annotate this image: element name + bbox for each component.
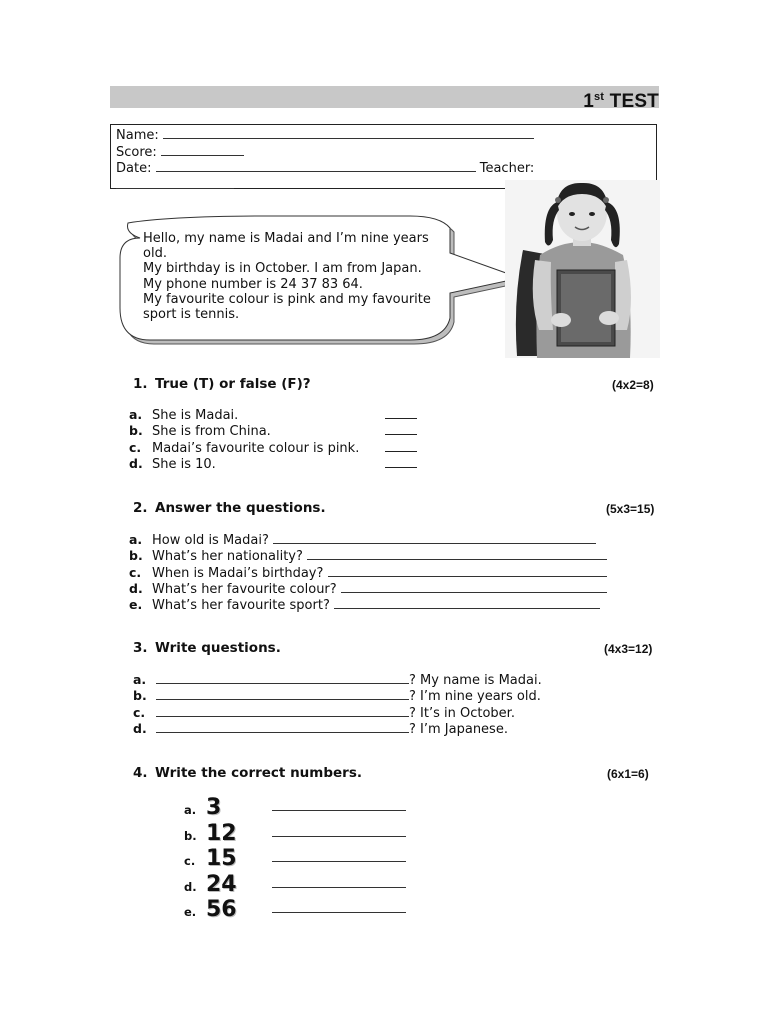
list-item: c. Madai’s favourite colour is pink. bbox=[129, 440, 417, 456]
number-value: 24 bbox=[206, 871, 237, 897]
section-4-heading: 4. Write the correct numbers. bbox=[133, 765, 363, 781]
number-value: 15 bbox=[206, 846, 237, 872]
number-value: 3 bbox=[206, 795, 222, 820]
list-item: b. She is from China. bbox=[129, 423, 417, 439]
section-4-list bbox=[184, 795, 406, 923]
section-2-list bbox=[129, 532, 607, 613]
speech-line: My birthday is in October. I am from Japan. bbox=[143, 261, 422, 277]
list-item: d. What’s her favourite colour? bbox=[129, 581, 607, 597]
list-item: c. When is Madai’s birthday? bbox=[129, 565, 607, 581]
list-item: a. 3 bbox=[184, 795, 406, 821]
list-item: b. ? I’m nine years old. bbox=[133, 688, 541, 705]
score-label: Score: bbox=[116, 144, 157, 160]
teacher-label: Teacher: bbox=[479, 161, 535, 176]
speech-line: Hello, my name is Madai and I’m nine years old. bbox=[143, 231, 429, 262]
list-item: d. ? I’m Japanese. bbox=[133, 720, 508, 737]
speech-line: My phone number is 24 37 83 64. bbox=[143, 276, 363, 292]
page-title: 1st TEST bbox=[583, 91, 659, 112]
answer-blank[interactable] bbox=[385, 424, 417, 435]
list-item: c. 15 bbox=[184, 846, 406, 872]
answer-blank[interactable] bbox=[272, 910, 406, 913]
list-item: b. 12 bbox=[184, 821, 406, 847]
answer-blank[interactable] bbox=[272, 885, 406, 888]
speech-bubble-text bbox=[143, 231, 433, 322]
answer-blank[interactable] bbox=[385, 408, 417, 419]
answer-blank[interactable] bbox=[272, 808, 406, 811]
answer-blank[interactable] bbox=[385, 441, 417, 452]
answer-blank[interactable] bbox=[273, 534, 596, 544]
answer-blank[interactable] bbox=[328, 567, 607, 577]
section-3-score: (4x3=12) bbox=[604, 642, 653, 656]
section-1-score: (4x2=8) bbox=[612, 378, 654, 392]
score-line bbox=[116, 144, 656, 161]
section-2-heading: 2. Answer the questions. bbox=[133, 500, 326, 516]
section-2-score: (5x3=15) bbox=[606, 502, 655, 516]
number-value: 12 bbox=[206, 820, 237, 846]
list-item: e. 56 bbox=[184, 897, 406, 923]
name-field[interactable] bbox=[163, 127, 534, 139]
section-1-list bbox=[129, 407, 417, 472]
list-item: b. What’s her nationality? bbox=[129, 548, 607, 564]
teacher-field[interactable] bbox=[116, 177, 234, 189]
answer-blank[interactable] bbox=[341, 583, 607, 593]
name-label: Name: bbox=[116, 128, 159, 143]
girl-photo bbox=[505, 180, 660, 358]
date-line bbox=[116, 160, 656, 177]
number-value: 56 bbox=[206, 897, 237, 923]
answer-blank[interactable] bbox=[156, 707, 409, 717]
list-item: a. ? My name is Madai. bbox=[133, 672, 542, 688]
section-4-score: (6x1=6) bbox=[607, 767, 649, 781]
date-field[interactable] bbox=[156, 160, 476, 172]
speech-line: My favourite colour is pink and my favourite sport is tennis. bbox=[143, 291, 431, 323]
title-bar bbox=[110, 86, 659, 112]
date-label: Date: bbox=[116, 161, 152, 176]
section-1-heading: 1. True (T) or false (F)? bbox=[133, 376, 311, 392]
answer-blank[interactable] bbox=[307, 550, 607, 560]
section-3-list bbox=[133, 672, 542, 737]
list-item: d. She is 10. bbox=[129, 456, 417, 472]
answer-blank[interactable] bbox=[156, 690, 409, 700]
list-item: a. She is Madai. bbox=[129, 407, 417, 423]
name-line bbox=[116, 127, 656, 144]
list-item: c. ? It’s in October. bbox=[133, 704, 515, 721]
answer-blank[interactable] bbox=[156, 723, 409, 733]
answer-blank[interactable] bbox=[272, 834, 406, 837]
list-item: a. How old is Madai? bbox=[129, 532, 607, 548]
section-3-heading: 3. Write questions. bbox=[133, 640, 281, 656]
answer-blank[interactable] bbox=[156, 674, 409, 684]
answer-blank[interactable] bbox=[385, 457, 417, 468]
list-item: e. What’s her favourite sport? bbox=[129, 597, 607, 613]
score-field[interactable] bbox=[161, 144, 244, 156]
list-item: d. 24 bbox=[184, 872, 406, 898]
answer-blank[interactable] bbox=[334, 599, 600, 609]
answer-blank[interactable] bbox=[272, 859, 406, 862]
